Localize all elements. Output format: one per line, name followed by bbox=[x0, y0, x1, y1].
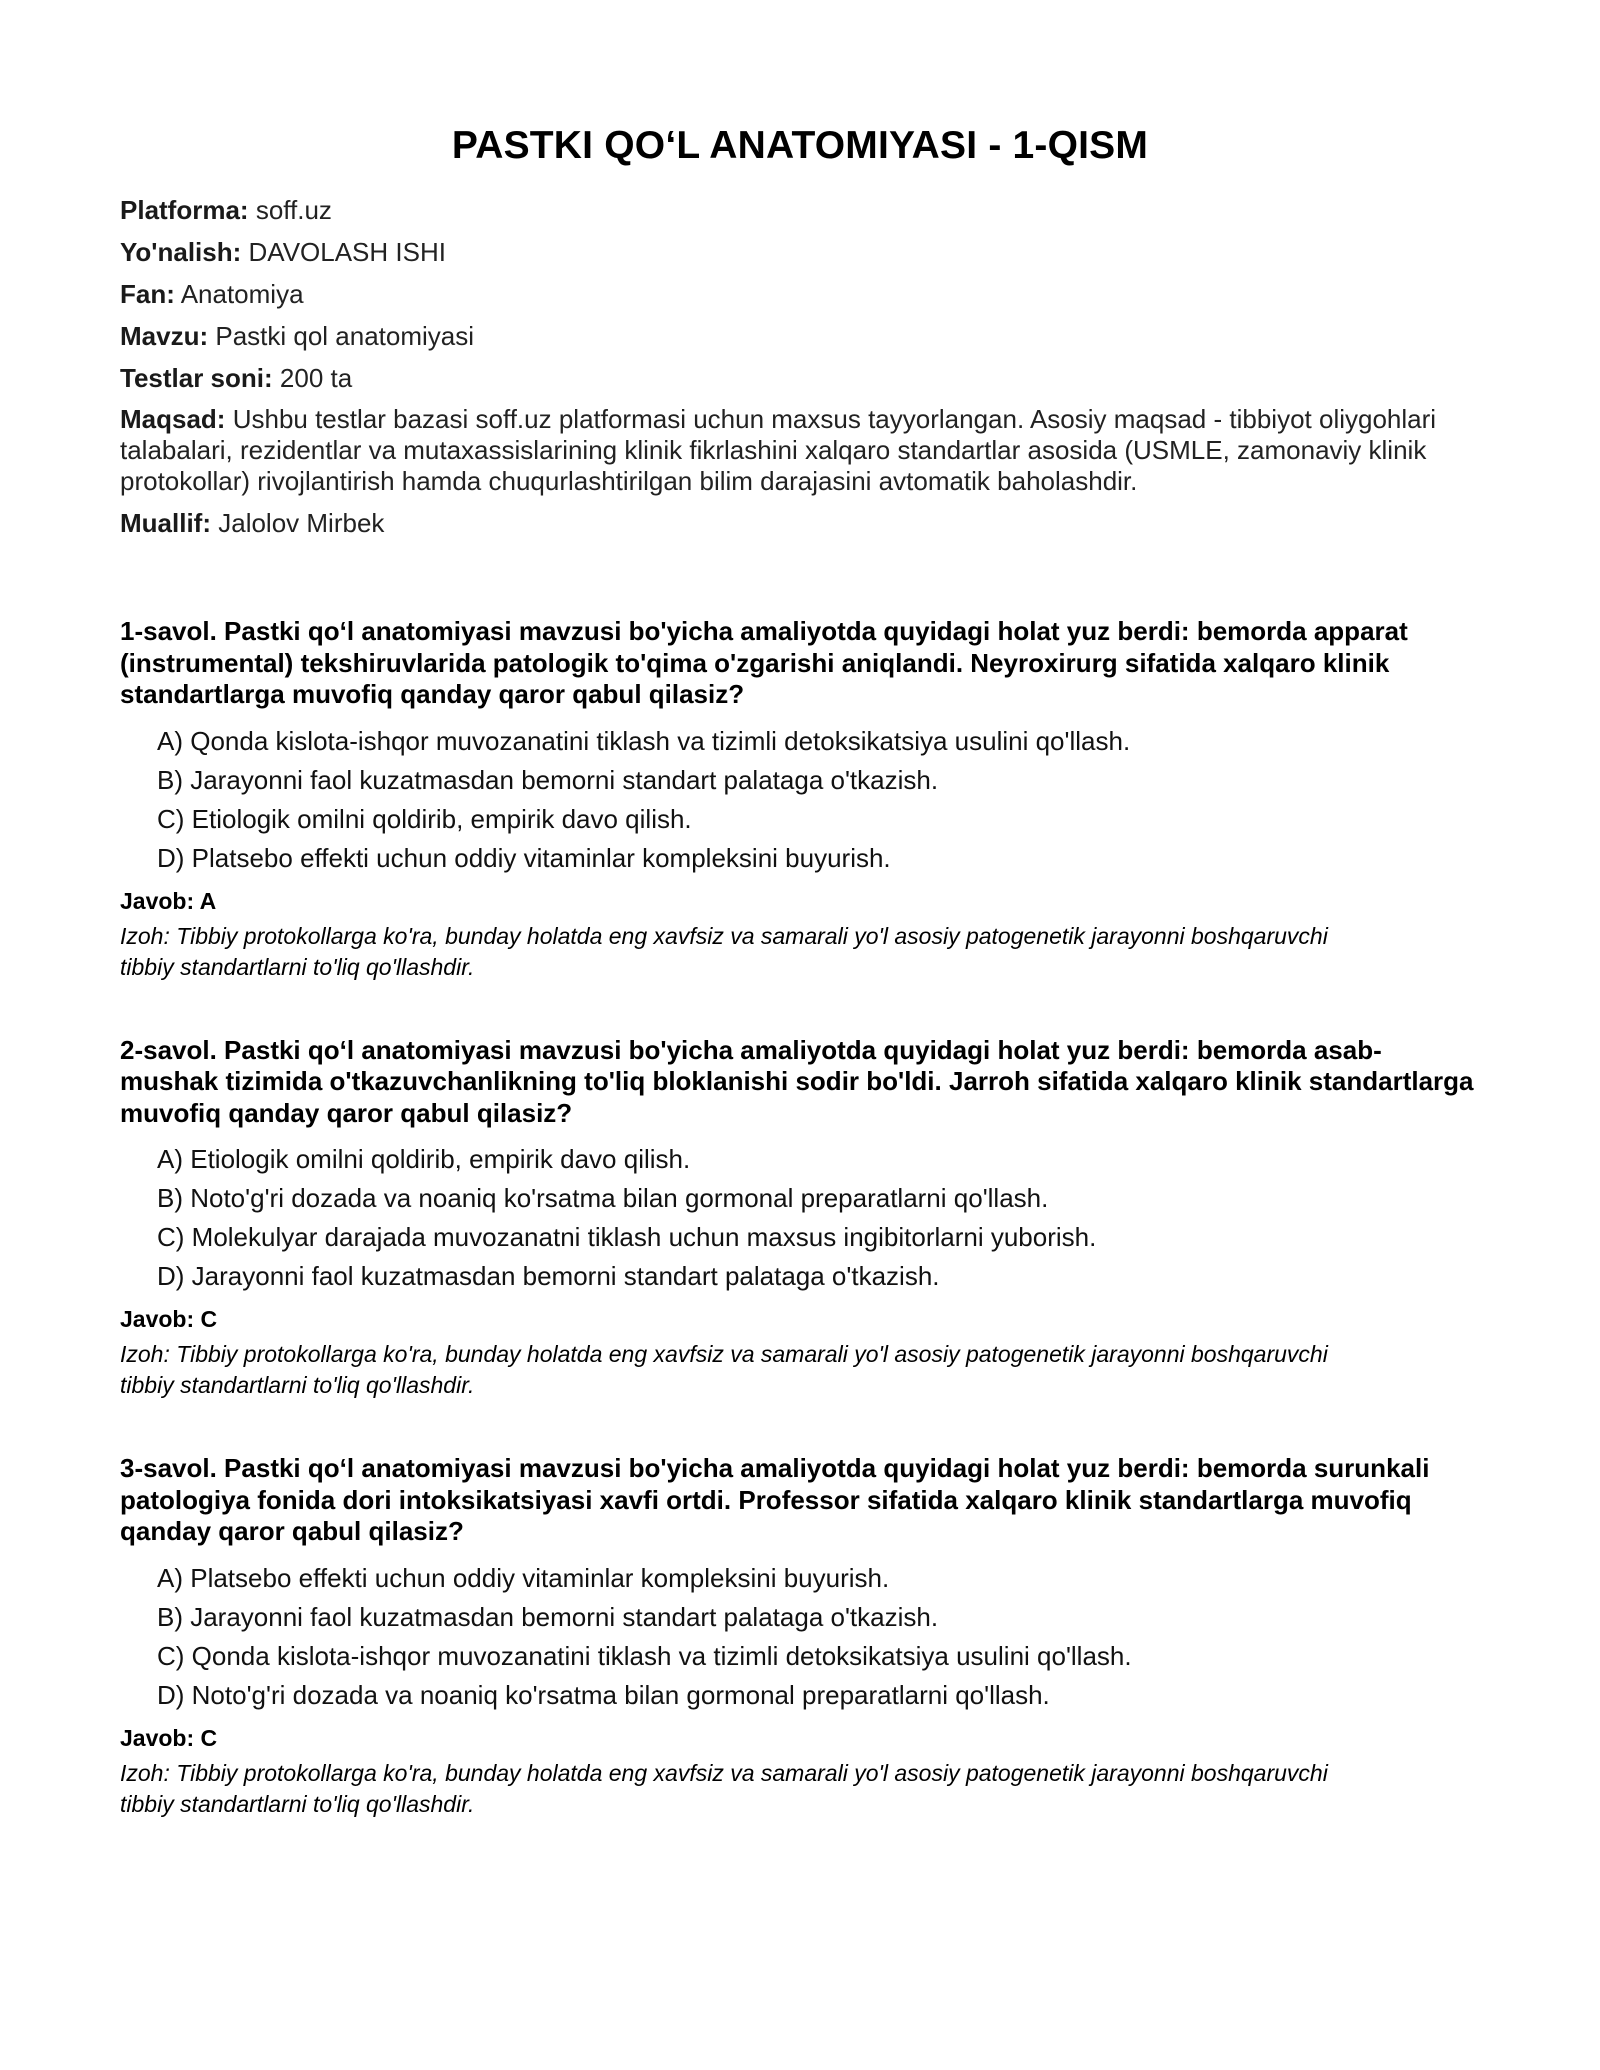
option-b: B) Noto'g'ri dozada va noaniq ko'rsatma bilan gormonal preparatlarni qo'llash. bbox=[157, 1183, 1049, 1213]
option-a: A) Qonda kislota-ishqor muvozanatini tiklash va tizimli detoksikatsiya usulini qo'llash. bbox=[157, 725, 1131, 756]
option-list bbox=[120, 1562, 1480, 1711]
meta-value: DAVOLASH ISHI bbox=[248, 237, 446, 267]
meta-value: Ushbu testlar bazasi soff.uz platformasi uchun maxsus tayyorlangan. Asosiy maqsad - tibbiyot oliygohlari talabalari, rezidentlar va mutaxassislarining klinik fikrlashini xalqaro standartlar asosida (USMLE, zamonaviy klinik protokollar) rivojlantirish hamda chuqurlashtirilgan bilim darajasini avtomatik baholashdir. bbox=[120, 404, 1437, 496]
question-text: 3-savol. Pastki qo‘l anatomiyasi mavzusi bo'yicha amaliyotda quyidagi holat yuz berdi: bemorda surunkali patologiya fonida dori intoksikatsiyasi xavfi ortdi. Professor sifatida xalqaro klinik standartlarga muvofiq qanday qaror qabul qilasiz? bbox=[120, 1453, 1430, 1546]
document-meta bbox=[120, 194, 1480, 539]
meta-label: Fan: bbox=[120, 279, 175, 309]
meta-fan bbox=[120, 278, 1480, 310]
meta-yonalish bbox=[120, 236, 1480, 268]
meta-maqsad bbox=[120, 404, 1480, 497]
option-c: C) Qonda kislota-ishqor muvozanatini tiklash va tizimli detoksikatsiya usulini qo'llash. bbox=[157, 1640, 1132, 1671]
meta-value: Pastki qol anatomiyasi bbox=[215, 321, 475, 351]
option-a: A) Etiologik omilni qoldirib, empirik davo qilish. bbox=[157, 1144, 691, 1174]
question-block bbox=[120, 1453, 1480, 1820]
option-a: A) Platsebo effekti uchun oddiy vitaminlar kompleksini buyurish. bbox=[157, 1562, 890, 1593]
meta-value: soff.uz bbox=[255, 195, 332, 225]
question-block bbox=[120, 1035, 1480, 1402]
meta-value: Anatomiya bbox=[180, 279, 304, 309]
question-list bbox=[120, 616, 1480, 1820]
option-c: C) Molekulyar darajada muvozanatni tiklash uchun maxsus ingibitorlarni yuborish. bbox=[157, 1222, 1097, 1252]
option-b: B) Jarayonni faol kuzatmasdan bemorni standart palataga o'tkazish. bbox=[157, 1601, 939, 1632]
meta-testlar-soni bbox=[120, 362, 1480, 394]
meta-label: Mavzu: bbox=[120, 321, 209, 351]
meta-platforma bbox=[120, 194, 1480, 226]
answer: Javob: A bbox=[120, 887, 217, 914]
question-block bbox=[120, 616, 1480, 983]
option-list bbox=[120, 1143, 1480, 1292]
answer: Javob: C bbox=[120, 1724, 218, 1751]
explanation: Izoh: Tibbiy protokollarga ko'ra, bunday holatda eng xavfsiz va samarali yo'l asosiy patogenetik jarayonni boshqaruvchi tibbiy standartlarni to'liq qo'llashdir. bbox=[120, 1759, 1328, 1817]
meta-mavzu bbox=[120, 320, 1480, 352]
question-text: 2-savol. Pastki qo‘l anatomiyasi mavzusi bo'yicha amaliyotda quyidagi holat yuz berdi: bemorda asab-mushak tizimida o'tkazuvchanlikning to'liq bloklanishi sodir bo'ldi. Jarroh sifatida xalqaro klinik standartlarga muvofiq qanday qaror qabul qilasiz? bbox=[120, 1034, 1474, 1128]
document-page bbox=[120, 0, 1480, 1872]
option-d: D) Jarayonni faol kuzatmasdan bemorni standart palataga o'tkazish. bbox=[157, 1261, 940, 1291]
question-text: 1-savol. Pastki qo‘l anatomiyasi mavzusi bo'yicha amaliyotda quyidagi holat yuz berdi: bemorda apparat (instrumental) tekshiruvlarida patologik to'qima o'zgarishi aniqlandi. Neyroxirurg sifatida xalqaro klinik standartlarga muvofiq qanday qaror qabul qilasiz? bbox=[120, 616, 1408, 709]
explanation: Izoh: Tibbiy protokollarga ko'ra, bunday holatda eng xavfsiz va samarali yo'l asosiy patogenetik jarayonni boshqaruvchi tibbiy standartlarni to'liq qo'llashdir. bbox=[120, 1341, 1328, 1398]
option-list bbox=[120, 725, 1480, 874]
option-b: B) Jarayonni faol kuzatmasdan bemorni standart palataga o'tkazish. bbox=[157, 764, 939, 795]
option-c: C) Etiologik omilni qoldirib, empirik davo qilish. bbox=[157, 803, 692, 834]
meta-label: Yo'nalish: bbox=[120, 237, 242, 267]
meta-label: Platforma: bbox=[120, 195, 249, 225]
answer: Javob: C bbox=[120, 1306, 218, 1332]
meta-value: 200 ta bbox=[279, 363, 353, 393]
document-title: PASTKI QO‘L ANATOMIYASI - 1-QISM bbox=[451, 124, 1149, 167]
option-d: D) Noto'g'ri dozada va noaniq ko'rsatma bilan gormonal preparatlarni qo'llash. bbox=[157, 1679, 1050, 1710]
meta-muallif bbox=[120, 507, 1480, 539]
option-d: D) Platsebo effekti uchun oddiy vitaminlar kompleksini buyurish. bbox=[157, 842, 891, 873]
meta-value: Jalolov Mirbek bbox=[218, 508, 385, 538]
meta-label: Testlar soni: bbox=[120, 363, 273, 393]
meta-label: Maqsad: bbox=[120, 404, 226, 434]
meta-label: Muallif: bbox=[120, 508, 211, 538]
explanation: Izoh: Tibbiy protokollarga ko'ra, bunday holatda eng xavfsiz va samarali yo'l asosiy patogenetik jarayonni boshqaruvchi tibbiy standartlarni to'liq qo'llashdir. bbox=[120, 922, 1328, 980]
